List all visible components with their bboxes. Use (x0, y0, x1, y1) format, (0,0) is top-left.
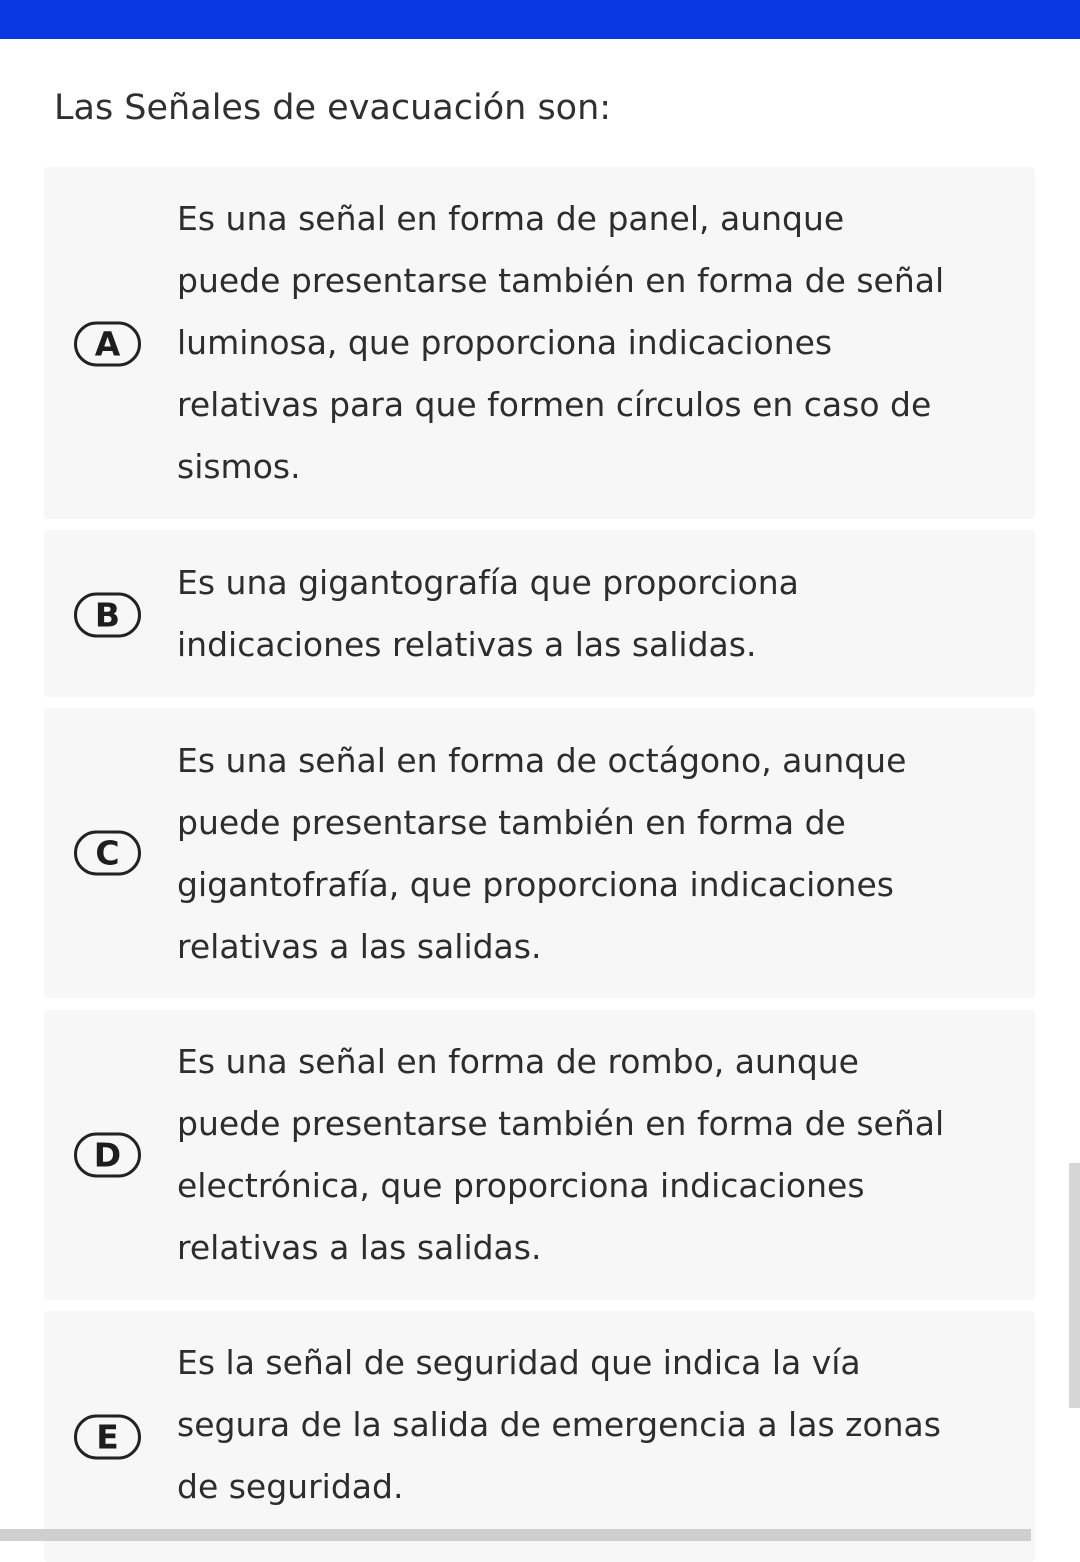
option-d-text (177, 1031, 1027, 1279)
option-a-text (177, 188, 1027, 498)
question-text: Las Señales de evacuación son: (54, 88, 612, 128)
option-c[interactable] (44, 708, 1035, 998)
option-text-line: puede presentarse también en forma de señal (177, 261, 945, 300)
option-c-text (177, 730, 1027, 978)
option-text-line: sismos. (177, 447, 301, 486)
option-text-line: Es una señal en forma de rombo, aunque (177, 1042, 859, 1081)
option-text-line: relativas para que formen círculos en caso de (177, 385, 932, 424)
top-app-bar (0, 0, 1080, 39)
vertical-scrollbar[interactable] (1069, 1163, 1080, 1408)
option-text-line: luminosa, que proporciona indicaciones (177, 323, 833, 362)
horizontal-scrollbar[interactable] (0, 1529, 1031, 1541)
option-text-line: indicaciones relativas a las salidas. (177, 625, 757, 664)
option-letter-d: D (74, 1133, 141, 1178)
option-text-line: relativas a las salidas. (177, 1228, 542, 1267)
option-text-line: electrónica, que proporciona indicaciones (177, 1166, 865, 1205)
option-b[interactable] (44, 530, 1035, 697)
option-text-line: de seguridad. (177, 1467, 404, 1506)
option-letter-c: C (74, 831, 141, 876)
option-text-line: Es una gigantografía que proporciona (177, 563, 799, 602)
option-text-line: puede presentarse también en forma de (177, 803, 846, 842)
option-e[interactable] (44, 1311, 1035, 1562)
option-e-text (177, 1332, 1027, 1518)
option-text-line: segura de la salida de emergencia a las zonas (177, 1405, 941, 1444)
option-b-text (177, 552, 1027, 676)
option-text-line: Es una señal en forma de panel, aunque (177, 199, 845, 238)
option-text-line: relativas a las salidas. (177, 927, 542, 966)
option-letter-b: B (74, 593, 141, 638)
option-letter-e: E (74, 1415, 141, 1460)
option-text-line: puede presentarse también en forma de señal (177, 1104, 945, 1143)
option-letter-a: A (74, 322, 141, 367)
option-text-line: Es la señal de seguridad que indica la vía (177, 1343, 861, 1382)
option-text-line: Es una señal en forma de octágono, aunque (177, 741, 907, 780)
option-a[interactable] (44, 167, 1035, 519)
option-d[interactable] (44, 1010, 1035, 1300)
option-text-line: gigantofrafía, que proporciona indicaciones (177, 865, 894, 904)
